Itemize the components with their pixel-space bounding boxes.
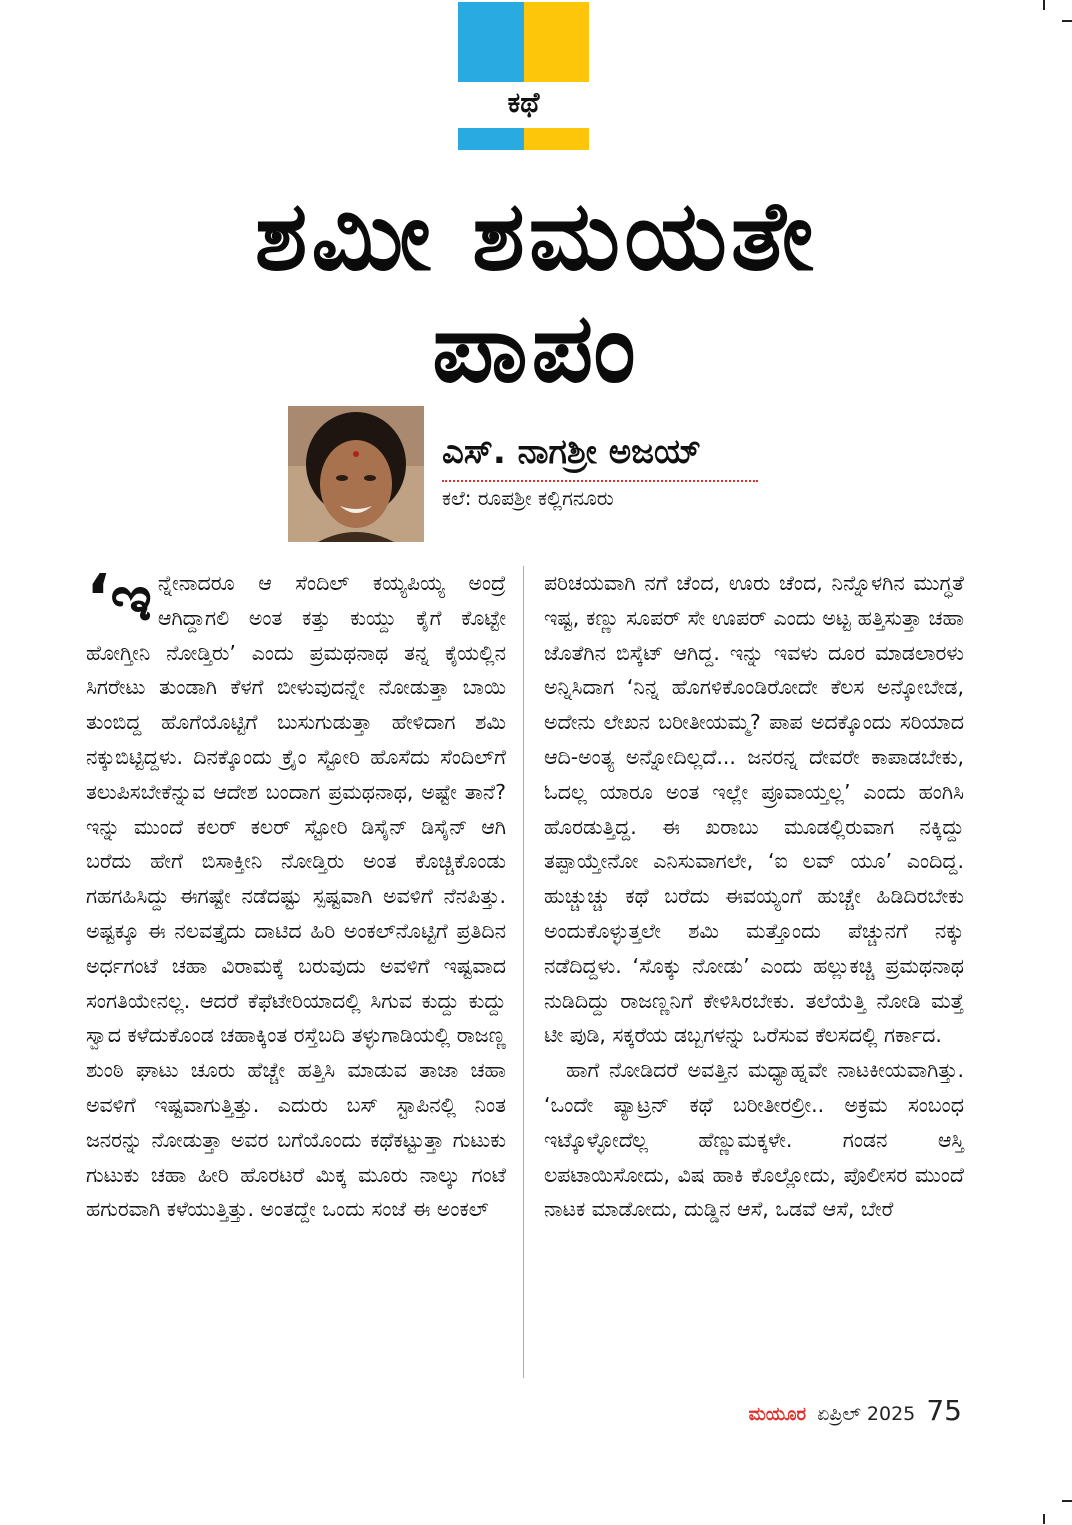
crop-mark: [1062, 1500, 1072, 1502]
drop-cap: ‘ಇ: [86, 562, 152, 636]
author-name: ಎಸ್. ನಾಗಶ್ರೀ ಅಜಯ್: [442, 432, 702, 472]
issue-date: ಏಪ್ರಿಲ್ 2025: [817, 1403, 916, 1425]
crop-mark: [1062, 20, 1072, 22]
first-paragraph: [86, 562, 506, 1227]
magazine-name: ಮಯೂರ: [748, 1404, 807, 1425]
paragraph-text: ಪರಿಚಯವಾಗಿ ನಗೆ ಚೆಂದ, ಊರು ಚೆಂದ, ನಿನ್ನೊಳಗಿನ ಮುಗ್ಧತೆ ಇಷ್ಟ, ಕಣ್ಣು ಸೂಪರ್ ಸೇ ಊಪರ್ ಎಂದು ಅಟ್ಟ ಹತ್ತಿಸುತ್ತಾ ಚಹಾ ಜೊತೆಗಿನ ಬಿಸ್ಕೆಟ್ ಆಗಿದ್ದ. ಇನ್ನು ಇವಳು ದೂರ ಮಾಡಲಾರಳು ಅನ್ನಿಸಿದಾಗ ‘ನಿನ್ನ ಹೊಗಳಿಕೊಂಡಿರೋದೇ ಕೆಲಸ ಅನ್ಕೋಬೇಡ, ಅದೇನು ಲೇಖನ ಬರೀತೀಯಮ್ಮ? ಪಾಪ ಅದಕ್ಕೊಂದು ಸರಿಯಾದ ಆದಿ-ಅಂತ್ಯ ಅನ್ನೋದಿಲ್ಲದೆ... ಜನರನ್ನ ದೇವರೇ ಕಾಪಾಡಬೇಕು, ಓದಲ್ಲ ಯಾರೂ ಅಂತ ಇಲ್ಲೇ ಪ್ರೂವಾಯ್ತಲ್ಲ’ ಎಂದು ಹಂಗಿಸಿ ಹೊರಡುತ್ತಿದ್ದ. ಈ ಖರಾಬು ಮೂಡಲ್ಲಿರುವಾಗ ನಕ್ಕಿದ್ದು ತಪ್ಪಾಯ್ತೇನೋ ಎನಿಸುವಾಗಲೇ, ‘ಐ ಲವ್ ಯೂ’ ಎಂದಿದ್ದ. ಹುಚ್ಚುಚ್ಚು ಕಥೆ ಬರೆದು ಈವಯ್ಯಂಗೆ ಹುಚ್ಚೇ ಹಿಡಿದಿರಬೇಕು ಅಂದುಕೊಳ್ಳುತ್ತಲೇ ಶಮಿ ಮತ್ತೊಂದು ಪೆಚ್ಚುನಗೆ ನಕ್ಕು ನಡೆದಿದ್ದಳು. ‘ಸೊಕ್ಕು ನೋಡು’ ಎಂದು ಹಲ್ಲುಕಚ್ಚಿ ಪ್ರಮಥನಾಥ ನುಡಿದಿದ್ದು ರಾಜಣ್ಣನಿಗೆ ಕೇಳಿಸಿರಬೇಕು. ತಲೆಯೆತ್ತಿ ನೋಡಿ ಮತ್ತೆ ಟೀ ಪುಡಿ, ಸಕ್ಕರೆಯ ಡಬ್ಬಗಳನ್ನು ಒರೆಸುವ ಕೆಲಸದಲ್ಲಿ ಗರ್ಕಾದ.: [544, 571, 964, 1048]
author-portrait-image: [288, 406, 424, 542]
illustrator-credit: ಕಲೆ: ರೂಪಶ್ರೀ ಕಲ್ಲಿಗನೂರು: [442, 486, 614, 510]
article-column-right: [544, 566, 964, 1227]
column-divider: [523, 566, 524, 1378]
story-title-line-1: ಶಮೀ ಶಮಯತೇ: [254, 180, 818, 292]
logo-blue-block: [458, 2, 524, 82]
article-column-left: [86, 562, 506, 1227]
section-label: ಕಥೆ: [507, 86, 540, 119]
crop-mark: [1043, 0, 1045, 10]
section-logo: [458, 2, 589, 150]
story-title-line-2: ಪಾಪಂ: [432, 292, 640, 404]
logo-yellow-bar: [524, 128, 589, 150]
crop-mark: [1043, 1514, 1045, 1524]
page-footer: [749, 1394, 962, 1427]
paragraph-text: ನ್ನೇನಾದರೂ ಆ ಸೆಂದಿಲ್ ಕಯ್ಯಪಿಯ್ಯ ಅಂದ್ರೆ ಆಗಿದ್ದಾಗಲಿ ಅಂತ ಕತ್ತು ಕುಯ್ದು ಕೈಗೆ ಕೊಟ್ಟೇ ಹೋಗ್ತೀನಿ ನೋಡ್ತಿರು’ ಎಂದು ಪ್ರಮಥನಾಥ ತನ್ನ ಕೈಯಲ್ಲಿನ ಸಿಗರೇಟು ತುಂಡಾಗಿ ಕೆಳಗೆ ಬೀಳುವುದನ್ನೇ ನೋಡುತ್ತಾ ಬಾಯಿ ತುಂಬಿದ್ದ ಹೊಗೆಯೊಟ್ಟಿಗೆ ಬುಸುಗುಡುತ್ತಾ ಹೇಳಿದಾಗ ಶಮಿ ನಕ್ಕುಬಿಟ್ಟಿದ್ದಳು. ದಿನಕ್ಕೊಂದು ಕ್ರೈಂ ಸ್ಟೋರಿ ಹೊಸೆದು ಸೆಂದಿಲ್‌ಗೆ ತಲುಪಿಸಬೇಕೆನ್ನುವ ಆದೇಶ ಬಂದಾಗ ಪ್ರಮಥನಾಥ, ಅಷ್ಟೇ ತಾನೆ? ಇನ್ನು ಮುಂದೆ ಕಲರ್ ಕಲರ್ ಸ್ಟೋರಿ ಡಿಸೈನ್ ಡಿಸೈನ್ ಆಗಿ ಬರೆದು ಹೇಗೆ ಬಿಸಾಕ್ತೀನಿ ನೋಡ್ತಿರು ಅಂತ ಕೊಚ್ಚಿಕೊಂಡು ಗಹಗಹಿಸಿದ್ದು ಈಗಷ್ಟೇ ನಡೆದಷ್ಟು ಸ್ಪಷ್ಟವಾಗಿ ಅವಳಿಗೆ ನೆನಪಿತ್ತು. ಅಷ್ಟಕ್ಕೂ ಈ ನಲವತ್ತೈದು ದಾಟಿದ ಹಿರಿ ಅಂಕಲ್‌ನೊಟ್ಟಿಗೆ ಪ್ರತಿದಿನ ಅರ್ಧಗಂಟೆ ಚಹಾ ವಿರಾಮಕ್ಕೆ ಬರುವುದು ಅವಳಿಗೆ ಇಷ್ಟವಾದ ಸಂಗತಿಯೇನಲ್ಲ. ಆದರೆ ಕೆಫೆಟೇರಿಯಾದಲ್ಲಿ ಸಿಗುವ ಕುದ್ದು ಕುದ್ದು ಸ್ವಾದ ಕಳೆದುಕೊಂಡ ಚಹಾಕ್ಕಿಂತ ರಸ್ತೆಬದಿ ತಳ್ಳುಗಾಡಿಯಲ್ಲಿ ರಾಜಣ್ಣ ಶುಂಠಿ ಘಾಟು ಚೂರು ಹೆಚ್ಚೇ ಹತ್ತಿಸಿ ಮಾಡುವ ತಾಜಾ ಚಹಾ ಅವಳಿಗೆ ಇಷ್ಟವಾಗುತ್ತಿತ್ತು. ಎದುರು ಬಸ್ ಸ್ಟಾಪಿನಲ್ಲಿ ನಿಂತ ಜನರನ್ನು ನೋಡುತ್ತಾ ಅವರ ಬಗೆಯೊಂದು ಕಥೆಕಟ್ಟುತ್ತಾ ಗುಟುಕು ಗುಟುಕು ಚಹಾ ಹೀರಿ ಹೊರಟರೆ ಮಿಕ್ಕ ಮೂರು ನಾಲ್ಕು ಗಂಟೆ ಹಗುರವಾಗಿ ಕಳೆಯುತ್ತಿತ್ತು. ಅಂತದ್ದೇ ಒಂದು ಸಂಜೆ ಈ ಅಂಕಲ್: [86, 571, 506, 1222]
page-number: 75: [926, 1394, 962, 1427]
logo-blue-bar: [458, 128, 524, 150]
paragraph-text: ಹಾಗೆ ನೋಡಿದರೆ ಅವತ್ತಿನ ಮಧ್ಯಾಹ್ನವೇ ನಾಟಕೀಯವಾಗಿತ್ತು. ‘ಒಂದೇ ಪ್ಯಾಟ್ರನ್ ಕಥೆ ಬರೀತೀರಲ್ರೀ.. ಅಕ್ರಮ ಸಂಬಂಧ ಇಟ್ಕೊಳ್ಳೋದೆಲ್ಲ ಹೆಣ್ಣುಮಕ್ಕಳೇ. ಗಂಡನ ಆಸ್ತಿ ಲಪಟಾಯಿಸೋದು, ವಿಷ ಹಾಕಿ ಕೊಲ್ಲೋದು, ಪೊಲೀಸರ ಮುಂದೆ ನಾಟಕ ಮಾಡೋದು, ದುಡ್ಡಿನ ಆಸೆ, ಒಡವೆ ಆಸೆ, ಬೇರೆ: [544, 1058, 964, 1222]
author-photo: [288, 406, 424, 542]
byline-divider: [442, 480, 758, 482]
logo-yellow-block: [524, 2, 589, 82]
